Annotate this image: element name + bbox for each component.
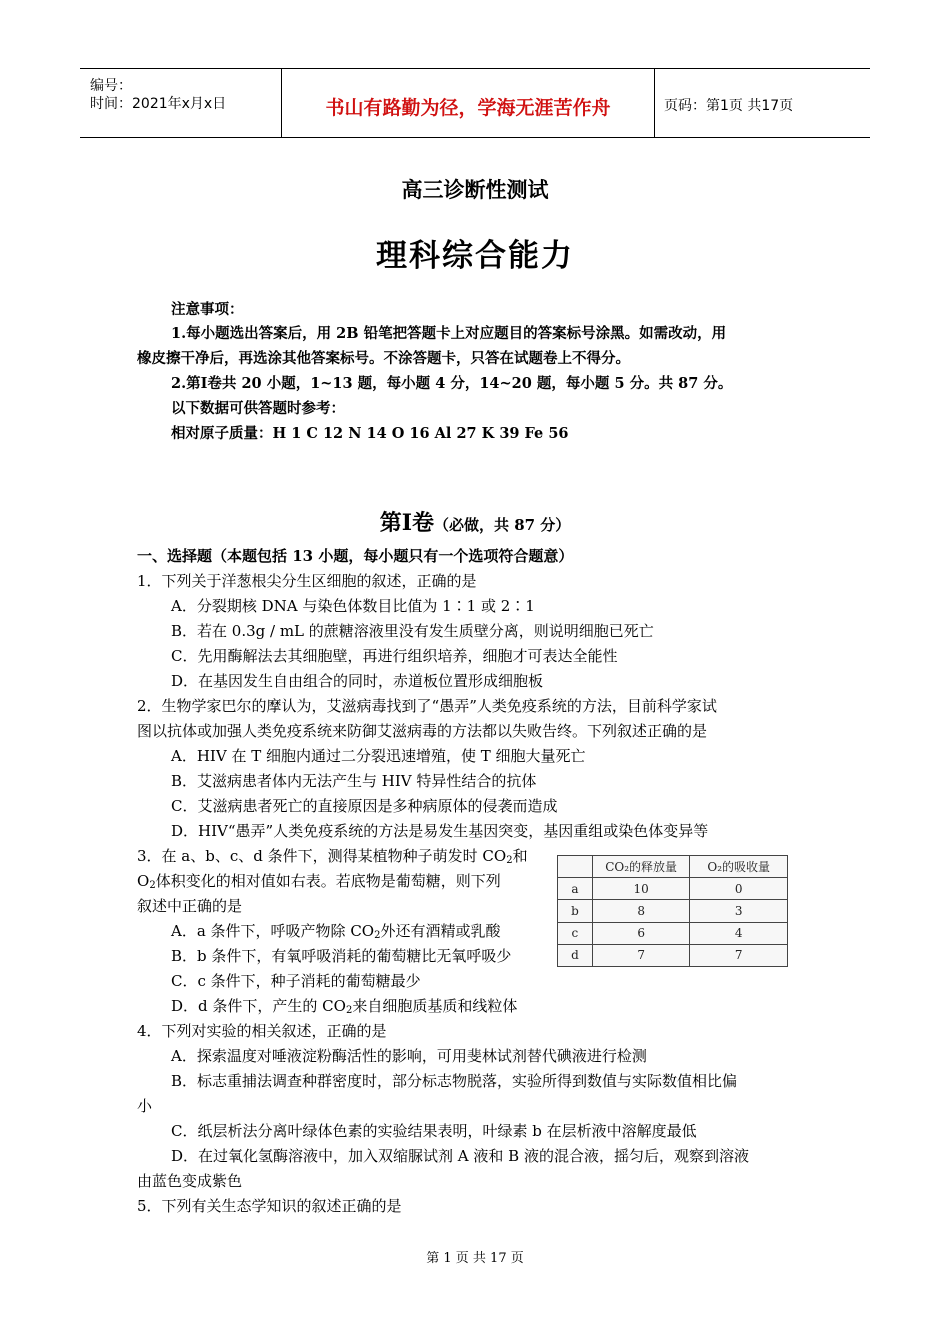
q2-option-b: B．艾滋病患者体内无法产生与 HIV 特异性结合的抗体: [171, 772, 537, 790]
o2-value: 4: [690, 922, 788, 944]
q3-option-d: D．d 条件下，产生的 $CO_2$来自细胞质基质和线粒体: [171, 997, 518, 1016]
notes-item2: 2.第Ⅰ卷共 20 小题，1~13 题，每小题 4 分，14~20 题，每小题 5 分。共 87 分。: [171, 375, 733, 392]
table-header-o2: O₂的吸收量: [690, 856, 788, 878]
table-header-row: [558, 856, 788, 878]
header-meta-cell: [80, 69, 281, 137]
q3-option-a: A．a 条件下，呼吸产物除 $CO_2$外还有酒精或乳酸: [171, 922, 501, 941]
row-label: a: [558, 878, 593, 900]
row-label: d: [558, 944, 593, 966]
table-row: [558, 878, 788, 900]
q4-option-b-line1: B．标志重捕法调查种群密度时，部分标志物脱落，实验所得到数值与实际数值相比偏: [171, 1072, 738, 1090]
q1-option-c: C．先用酶解法去其细胞壁，再进行组织培养，细胞才可表达全能性: [171, 647, 618, 665]
q2-stem-line1: 2．生物学家巴尔的摩认为，艾滋病毒找到了“愚弄”人类免疫系统的方法，目前科学家试: [137, 697, 717, 715]
row-label: b: [558, 900, 593, 922]
exam-title: 高三诊断性测试: [401, 177, 549, 202]
co2-value: 7: [592, 944, 690, 966]
q2-option-d: D．HIV“愚弄”人类免疫系统的方法是易发生基因突变，基因重组或染色体变异等: [171, 822, 709, 840]
page-header: [80, 68, 870, 138]
q4-option-d-line1: D．在过氧化氢酶溶液中，加入双缩脲试剂 A 液和 B 液的混合液，摇匀后，观察到溶液: [171, 1147, 749, 1165]
q1-option-d: D．在基因发生自由组合的同时，赤道板位置形成细胞板: [171, 672, 544, 690]
notes-atomic-mass: 相对原子质量：H 1 C 12 N 14 O 16 Al 27 K 39 Fe 56: [171, 425, 569, 442]
q5-stem: 5．下列有关生态学知识的叙述正确的是: [137, 1197, 402, 1215]
notes-item1-line1: 1.每小题选出答案后，用 2B 铅笔把答题卡上对应题目的答案标号涂黑。如需改动，用: [171, 325, 727, 342]
header-motto: 书山有路勤为径，学海无涯苦作舟: [325, 97, 611, 119]
q3-stem-line1: 3．在 a、b、c、d 条件下，测得某植物种子萌发时 $CO_2$和: [137, 847, 528, 866]
table-row: [558, 944, 788, 966]
section-volume: 第Ⅰ卷: [379, 510, 434, 536]
section-note: （必做，共 87 分）: [433, 516, 571, 534]
page-footer: 第 1 页 共 17 页: [426, 1251, 524, 1266]
q4-option-d-line2: 由蓝色变成紫色: [137, 1172, 243, 1190]
q4-option-c: C．纸层析法分离叶绿体色素的实验结果表明，叶绿素 b 在层析液中溶解度最低: [171, 1122, 697, 1140]
table-row: [558, 900, 788, 922]
q4-option-a: A．探索温度对唾液淀粉酶活性的影响，可用斐林试剂替代碘液进行检测: [171, 1047, 647, 1065]
exam-subtitle: 理科综合能力: [376, 238, 574, 274]
q1-option-b: B．若在 0.3g / mL 的蔗糖溶液里没有发生质壁分离，则说明细胞已死亡: [171, 622, 654, 640]
q1-option-a: A．分裂期核 DNA 与染色体数目比值为 1∶1 或 2∶1: [171, 597, 535, 615]
co2-value: 10: [592, 878, 690, 900]
q2-option-a: A．HIV 在 T 细胞内通过二分裂迅速增殖，使 T 细胞大量死亡: [171, 747, 586, 765]
q4-option-b-line2: 小: [137, 1097, 153, 1115]
part-heading: 一、选择题（本题包括 13 小题，每小题只有一个选项符合题意）: [137, 547, 574, 565]
document-number-label: 编号：: [90, 78, 132, 94]
o2-value: 3: [690, 900, 788, 922]
co2-value: 8: [592, 900, 690, 922]
notes-heading: 注意事项：: [171, 301, 244, 318]
row-label: c: [558, 922, 593, 944]
q4-stem: 4．下列对实验的相关叙述，正确的是: [137, 1022, 387, 1040]
co2-value: 6: [592, 922, 690, 944]
table-header-co2: CO₂的释放量: [592, 856, 690, 878]
header-page-cell: [654, 69, 870, 137]
q3-stem-line2: $O_2$体积变化的相对值如右表。若底物是葡萄糖，则下列: [137, 872, 501, 891]
q2-stem-line2: 图以抗体或加强人类免疫系统来防御艾滋病毒的方法都以失败告终。下列叙述正确的是: [137, 722, 708, 740]
o2-value: 7: [690, 944, 788, 966]
q3-option-b: B．b 条件下，有氧呼吸消耗的葡萄糖比无氧呼吸少: [171, 947, 512, 965]
q3-option-c: C．c 条件下，种子消耗的葡萄糖最少: [171, 972, 421, 990]
q2-option-c: C．艾滋病患者死亡的直接原因是多种病原体的侵袭而造成: [171, 797, 558, 815]
header-motto-cell: [281, 69, 655, 137]
table-row: [558, 922, 788, 944]
o2-value: 0: [690, 878, 788, 900]
gas-exchange-table: [557, 855, 788, 967]
notes-reference: 以下数据可供答题时参考：: [171, 400, 345, 417]
notes-item1-line2: 橡皮擦干净后，再选涂其他答案标号。不涂答题卡，只答在试题卷上不得分。: [137, 350, 630, 367]
section-title: [0, 506, 950, 537]
document-time-label: 时间：2021年x月x日: [90, 96, 227, 112]
q3-stem-line3: 叙述中正确的是: [137, 897, 243, 915]
q1-stem: 1．下列关于洋葱根尖分生区细胞的叙述，正确的是: [137, 572, 477, 590]
header-page-label: 页码：第1页 共17页: [664, 98, 794, 114]
